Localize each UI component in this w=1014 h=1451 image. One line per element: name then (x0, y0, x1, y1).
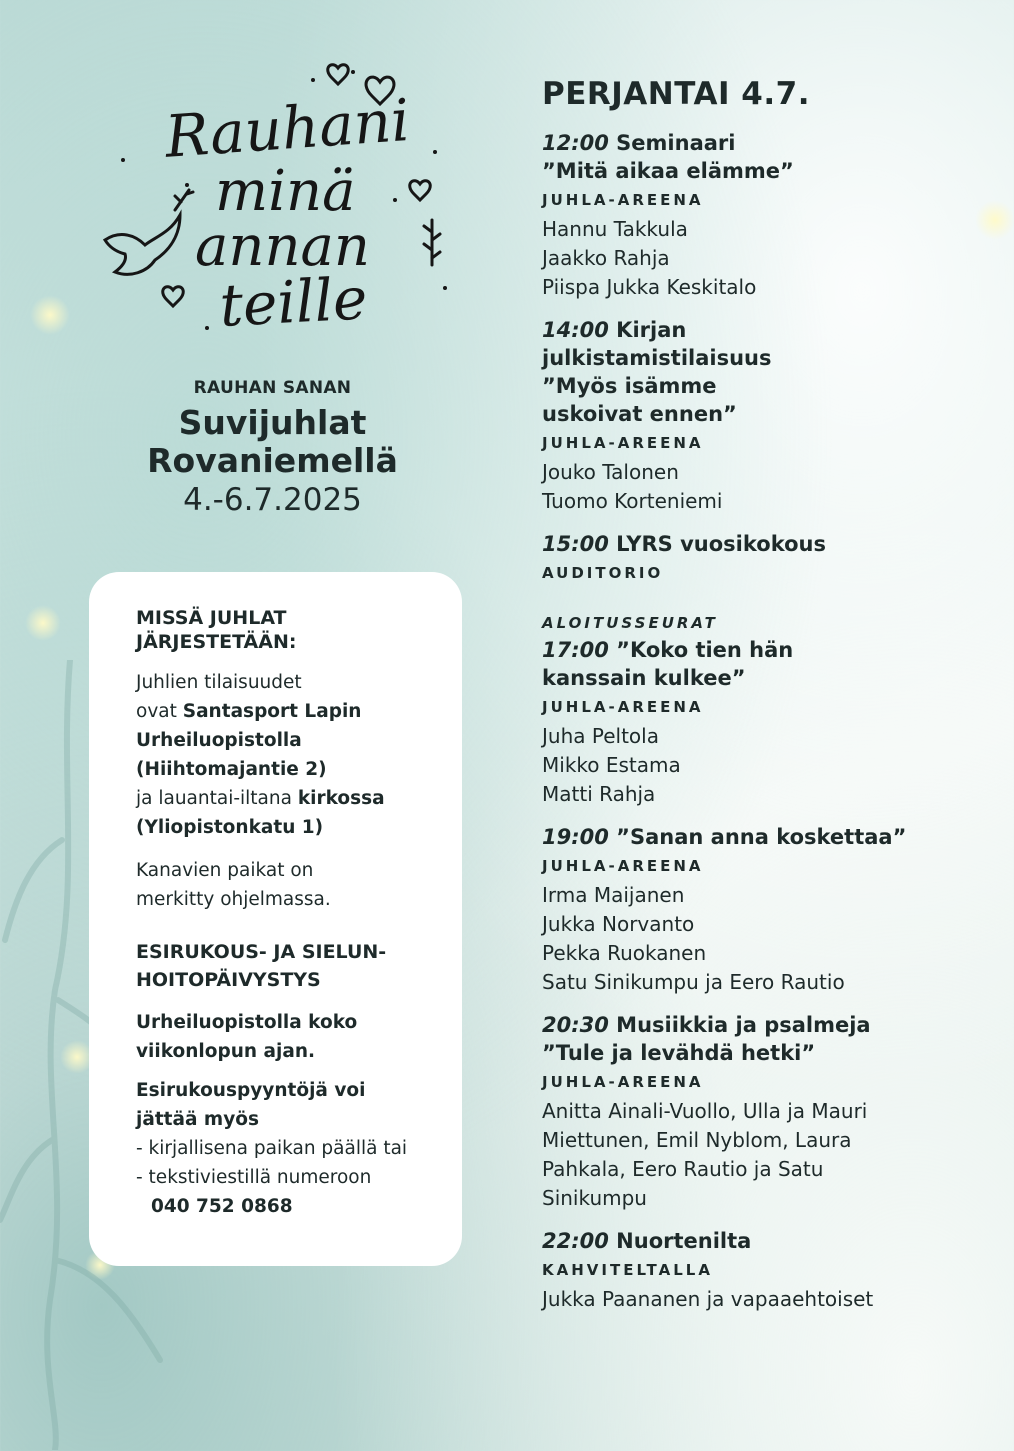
event-venue: JUHLA-AREENA (542, 857, 704, 875)
logo-line-1: Rauhani (162, 85, 412, 171)
festival-dates: 4.-6.7.2025 (183, 482, 362, 518)
olive-branch-icon (175, 190, 193, 210)
phone-number: 040 752 0868 (151, 1196, 293, 1217)
where-text: Juhlien tilaisuudet ovat Santasport Lapin Urheiluopistolla (Hiihtomajantie 2) ja lauantai-iltana kirkossa (Yliopistonkatu 1) (136, 672, 385, 838)
heart-icon (163, 287, 183, 306)
prayer-requests: Esirukouspyyntöjä voi jättää myös - kirjallisena paikan päällä tai - tekstiviestillä numeroon 040 752 0868 (136, 1076, 442, 1221)
event-title: 17:00 ”Koko tien hän (542, 638, 794, 662)
event-person: Jouko Talonen (542, 460, 679, 484)
event-person: Tuomo Korteniemi (542, 489, 723, 513)
info-box (89, 572, 462, 1266)
event-person: Jukka Norvanto (542, 912, 695, 936)
event-person: Juha Peltola (542, 724, 659, 748)
heart-icon (410, 181, 430, 200)
event-venue: JUHLA-AREENA (542, 191, 704, 209)
event-venue: AUDITORIO (542, 564, 664, 582)
event-title: 12:00 Seminaari (542, 131, 736, 155)
festival-logo (95, 60, 455, 350)
event-title: 20:30 Musiikkia ja psalmeja (542, 1013, 871, 1037)
event-person: Mikko Estama (542, 753, 681, 777)
event-person: Miettunen, Emil Nyblom, Laura (542, 1128, 852, 1152)
logo-lettering (95, 60, 455, 350)
event-venue: JUHLA-AREENA (542, 434, 704, 452)
schedule (542, 72, 1002, 1328)
prayer-text: Urheiluopistolla koko viikonlopun ajan. (136, 1012, 358, 1062)
event-title: 19:00 ”Sanan anna koskettaa” (542, 825, 907, 849)
festival-title-line-1: Suvijuhlat (178, 403, 367, 442)
channels-text: Kanavien paikat on merkitty ohjelmassa. (136, 860, 331, 910)
event-1500 (542, 530, 1002, 588)
event-1400: 14:00 Kirjan julkistamistilaisuus ”Myös isämme uskoivat ennen” JUHLA-AREENA Jouko Talonen Tuomo Korteniemi (542, 316, 1002, 516)
event-venue: JUHLA-AREENA (542, 1073, 704, 1091)
event-person: Hannu Takkula (542, 217, 688, 241)
event-person: Irma Maijanen (542, 883, 685, 907)
event-2030: 20:30 Musiikkia ja psalmeja ”Tule ja levähdä hetki” JUHLA-AREENA Anitta Ainali-Vuollo, Ulla ja Mauri Miettunen, Emil Nyblom, Laura Pahkala, Eero Rautio ja Satu Sinikumpu (542, 1011, 1002, 1213)
where-heading: MISSÄ JUHLAT JÄRJESTETÄÄN: (136, 607, 297, 653)
event-2200 (542, 1227, 1002, 1314)
event-title: 15:00 LYRS vuosikokous (542, 532, 826, 556)
festival-heading (100, 378, 445, 520)
festival-title-line-2: Rovaniemellä (147, 441, 398, 480)
event-1900 (542, 823, 1002, 997)
event-person: Pekka Ruokanen (542, 941, 707, 965)
event-person: Matti Rahja (542, 782, 656, 806)
event-kicker: ALOITUSSEURAT (542, 614, 718, 632)
dove-icon (105, 215, 180, 274)
event-venue: JUHLA-AREENA (542, 698, 704, 716)
event-person: Anitta Ainali-Vuollo, Ulla ja Mauri (542, 1099, 868, 1123)
event-1700: ALOITUSSEURAT 17:00 ”Koko tien hän kanssain kulkee” JUHLA-AREENA Juha Peltola Mikko Estama Matti Rahja (542, 610, 1002, 809)
event-person: Jukka Paananen ja vapaaehtoiset (542, 1287, 874, 1311)
day-heading: PERJANTAI 4.7. (542, 76, 810, 112)
event-person: Satu Sinikumpu ja Eero Rautio (542, 970, 845, 994)
logo-line-4: teille (217, 264, 369, 340)
event-venue: KAHVITELTALLA (542, 1261, 713, 1279)
event-person: Piispa Jukka Keskitalo (542, 275, 757, 299)
event-person: Pahkala, Eero Rautio ja Satu (542, 1157, 824, 1181)
event-person: Sinikumpu (542, 1186, 647, 1210)
organizer-label: RAUHAN SANAN (193, 378, 352, 398)
heart-icon (328, 65, 348, 84)
event-title: 22:00 Nuortenilta (542, 1229, 752, 1253)
prayer-heading: ESIRUKOUS- JA SIELUN- HOITOPÄIVYSTYS (136, 941, 387, 991)
light-sparkle (25, 605, 61, 641)
leaf-sprig-icon (424, 220, 440, 265)
logo-line-2: minä (215, 159, 356, 224)
logo-line-3: annan (195, 214, 370, 279)
event-1200: 12:00 Seminaari ”Mitä aikaa elämme” JUHLA-AREENA Hannu Takkula Jaakko Rahja Piispa Jukka Keskitalo (542, 129, 1002, 302)
event-person: Jaakko Rahja (542, 246, 670, 270)
event-title: 14:00 Kirjan (542, 318, 687, 342)
light-sparkle (30, 295, 70, 335)
